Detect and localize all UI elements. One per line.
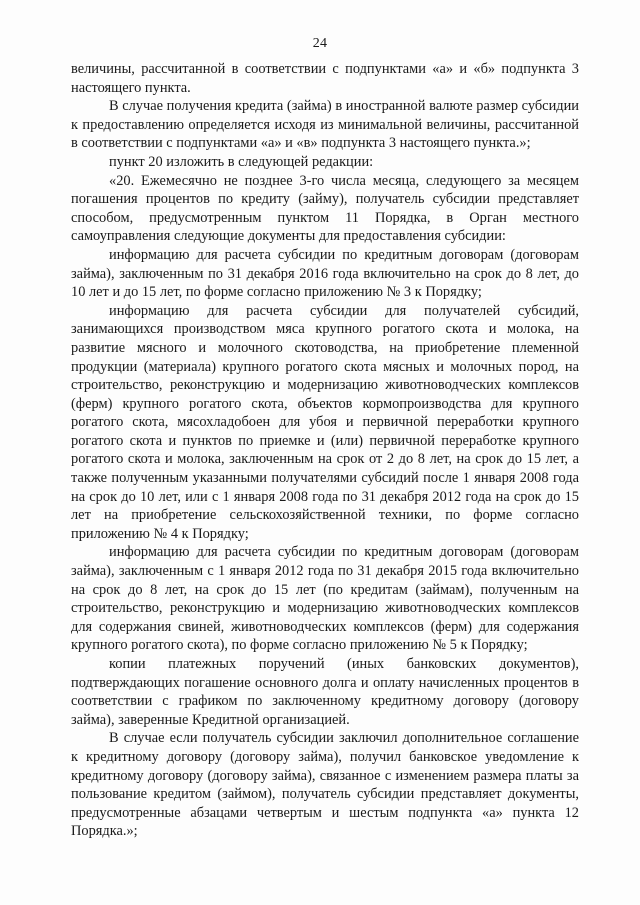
paragraph: «20. Ежемесячно не позднее 3-го числа месяца, следующего за месяцем погашения процентов по кредиту (займу), получатель субсидии представляет способом, предусмотренным пунктом 11 Порядка, в Орган местного самоуправления следующие документы для предоставления субсидии: <box>71 172 579 245</box>
paragraph: В случае если получатель субсидии заключил дополнительное соглашение к кредитному договору (договору займа), получил банковское уведомление к кредитному договору (договору займа), связанное с изменением размера платы за пользование кредитом (займом), получатель субсидии представляет документы, предусмотренные абзацами четвертым и шестым подпункта «а» пункта 12 Порядка.»; <box>71 730 579 840</box>
page-number: 24 <box>312 36 328 51</box>
document-body <box>71 60 579 841</box>
paragraph: информацию для расчета субсидии по кредитным договорам (договорам займа), заключенным с 1 января 2012 года по 31 декабря 2015 года включительно на срок до 8 лет, на срок до 15 лет (по кредитам (займам), полученным на строительство, реконструкцию и модернизацию животноводческих комплексов для содержания свиней, животноводческих комплексов (ферм) для содержания крупного рогатого скота), по форме согласно приложению № 5 к Порядку; <box>71 544 579 654</box>
paragraph: пункт 20 изложить в следующей редакции: <box>109 153 374 170</box>
paragraph: копии платежных поручений (иных банковских документов), подтверждающих погашение основного долга и оплату начисленных процентов в соответствии с графиком по заключенному кредитному договору (договору займа), заверенные Кредитной организацией. <box>71 656 579 728</box>
paragraph: информацию для расчета субсидии для получателей субсидий, занимающихся производством мяса крупного рогатого скота и молока, на развитие мясного и молочного скотоводства, на приобретение племенной продукции (материала) крупного рогатого скота мясных и молочных пород, на строительство, реконструкцию и модернизацию животноводческих комплексов (ферм) крупного рогатого скота, объектов кормопроизводства для крупного рогатого скота, мясохладобоен для убоя и первичной переработки крупного рогатого скота и пунктов по приемке и (или) первичной переработке крупного рогатого скота и молока, заключенным на срок от 2 до 8 лет, на срок до 15 лет, а также полученным указанными получателями субсидий после 1 января 2008 года на срок до 10 лет, или с 1 января 2008 года по 31 декабря 2012 года на срок до 15 лет на приобретение сельскохозяйственной техники, по форме согласно приложению № 4 к Порядку; <box>71 302 579 542</box>
paragraph: В случае получения кредита (займа) в иностранной валюте размер субсидии к предоставлению определяется исходя из минимальной величины, рассчитанной в соответствии с подпунктами «а» и «в» подпункта 3 настоящего пункта.»; <box>71 98 579 152</box>
paragraph: величины, рассчитанной в соответствии с подпунктами «а» и «б» подпункта 3 настоящего пункта. <box>71 61 579 96</box>
paragraph: информацию для расчета субсидии по кредитным договорам (договорам займа), заключенным по 31 декабря 2016 года включительно на срок до 8 лет, до 10 лет и до 15 лет, по форме согласно приложению № 3 к Порядку; <box>71 246 579 301</box>
